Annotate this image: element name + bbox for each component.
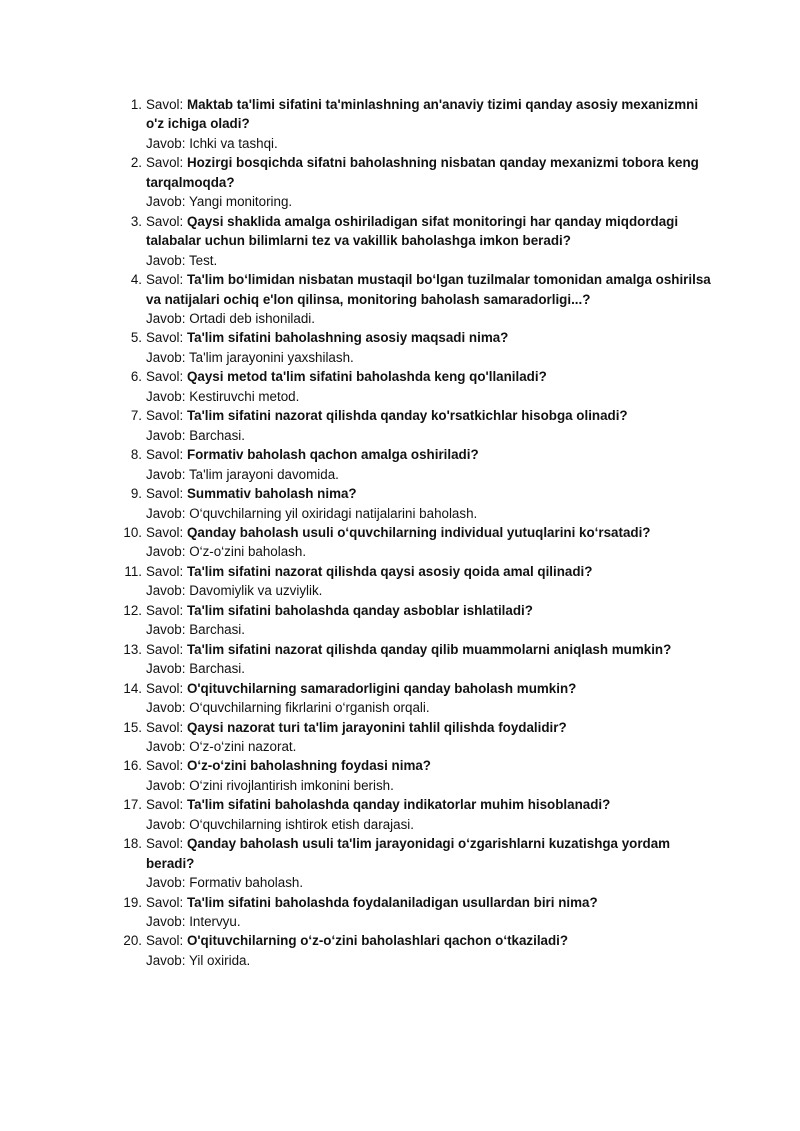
answer-text: O‘z-o‘zini baholash. <box>189 544 307 560</box>
list-item <box>118 95 718 153</box>
answer-text: O‘zini rivojlantirish imkonini berish. <box>189 777 394 793</box>
question-line <box>146 562 718 581</box>
answer-text: Ortadi deb ishoniladi. <box>189 310 315 326</box>
answer-prefix: Javob: <box>146 252 186 268</box>
list-item <box>118 893 718 932</box>
answer-text: Yangi monitoring. <box>188 194 293 210</box>
question-text: Ta'lim sifatini baholashda foydalaniladigan usullardan biri nima? <box>186 894 598 910</box>
answer-prefix: Javob: <box>146 388 186 404</box>
item-number: 3. <box>130 213 142 229</box>
answer-text: Yil oxirida. <box>188 952 251 968</box>
item-number: 11. <box>124 563 142 579</box>
answer-prefix: Javob: <box>146 875 186 891</box>
answer-prefix: Javob: <box>146 816 186 832</box>
answer-line <box>146 951 718 970</box>
item-number: 15. <box>123 719 142 735</box>
question-text: O‘z-o‘zini baholashning foydasi nima? <box>186 758 431 774</box>
item-number: 4. <box>130 272 142 288</box>
list-item <box>118 367 718 406</box>
question-text: Summativ baholash nima? <box>186 486 357 502</box>
question-line <box>146 756 718 775</box>
question-prefix: Savol: <box>146 758 184 774</box>
answer-line <box>146 192 718 211</box>
list-item <box>118 718 718 757</box>
item-number: 18. <box>123 836 142 852</box>
answer-text: Formativ baholash. <box>189 875 304 891</box>
answer-line <box>146 134 718 153</box>
answer-text: Kestiruvchi metod. <box>189 388 300 404</box>
question-text: Qaysi metod ta'lim sifatini baholashda keng qo'llaniladi? <box>186 369 547 385</box>
question-prefix: Savol: <box>146 97 184 112</box>
answer-line <box>146 737 718 756</box>
answer-prefix: Javob: <box>146 738 186 754</box>
answer-text: O‘quvchilarning ishtirok etish darajasi. <box>189 816 414 832</box>
question-prefix: Savol: <box>146 933 184 949</box>
question-line <box>146 834 718 873</box>
list-item <box>118 834 718 892</box>
list-item <box>118 270 718 328</box>
question-line <box>146 212 718 251</box>
item-number: 6. <box>130 369 142 385</box>
item-number: 8. <box>130 447 142 463</box>
question-prefix: Savol: <box>146 447 184 463</box>
answer-prefix: Javob: <box>146 777 186 793</box>
answer-prefix: Javob: <box>146 700 186 716</box>
list-item <box>118 523 718 562</box>
question-text: Ta'lim sifatini nazorat qilishda qanday qilib muammolarni aniqlash mumkin? <box>186 641 672 657</box>
question-line <box>146 795 718 814</box>
list-item <box>118 640 718 679</box>
list-item <box>118 679 718 718</box>
item-number: 5. <box>130 330 142 346</box>
answer-line <box>146 873 718 892</box>
item-number: 13. <box>123 641 142 657</box>
question-prefix: Savol: <box>146 408 184 424</box>
question-line <box>146 640 718 659</box>
question-text: Qanday baholash usuli o‘quvchilarning individual yutuqlarini ko‘rsatadi? <box>186 524 651 540</box>
list-item <box>118 328 718 367</box>
question-text: Hozirgi bosqichda sifatni baholashning nisbatan qanday mexanizmi tobora keng tarqalmoqda? <box>146 155 699 190</box>
question-text: Ta'lim sifatini nazorat qilishda qaysi asosiy qoida amal qilinadi? <box>186 563 593 579</box>
question-line <box>146 153 718 192</box>
question-answer-list <box>118 95 718 970</box>
answer-text: O‘z-o‘zini nazorat. <box>189 738 297 754</box>
question-line <box>146 601 718 620</box>
answer-text: Barchasi. <box>189 622 246 638</box>
question-prefix: Savol: <box>146 369 184 385</box>
list-item <box>118 795 718 834</box>
item-number: 12. <box>123 602 142 618</box>
question-text: Ta'lim sifatini baholashda qanday indikatorlar muhim hisoblanadi? <box>186 797 611 813</box>
question-line <box>146 367 718 386</box>
answer-line <box>146 659 718 678</box>
item-number: 17. <box>123 797 142 813</box>
question-text: Maktab ta'limi sifatini ta'minlashning an'anaviy tizimi qanday asosiy mexanizmni o'z ichiga oladi? <box>146 97 699 132</box>
question-line <box>146 679 718 698</box>
question-prefix: Savol: <box>146 602 184 618</box>
answer-prefix: Javob: <box>146 427 186 443</box>
item-number: 10. <box>123 524 142 540</box>
question-prefix: Savol: <box>146 272 184 288</box>
answer-line <box>146 581 718 600</box>
answer-line <box>146 348 718 367</box>
list-item <box>118 756 718 795</box>
question-line <box>146 484 718 503</box>
question-text: Ta'lim sifatini baholashda qanday asboblar ishlatiladi? <box>186 602 533 618</box>
question-text: Qaysi nazorat turi ta'lim jarayonini tahlil qilishda foydalidir? <box>186 719 567 735</box>
question-prefix: Savol: <box>146 836 184 852</box>
answer-text: Barchasi. <box>189 661 246 677</box>
question-line <box>146 270 718 309</box>
question-text: Ta'lim sifatini nazorat qilishda qanday ko'rsatkichlar hisobga olinadi? <box>186 408 628 424</box>
list-item <box>118 931 718 970</box>
question-text: Ta'lim bo‘limidan nisbatan mustaqil bo‘lgan tuzilmalar tomonidan amalga oshirilsa va natijalari ochiq e'lon qilinsa, monitoring baholash samaradorligi...? <box>146 272 711 307</box>
question-line <box>146 406 718 425</box>
question-text: O'qituvchilarning samaradorligini qanday baholash mumkin? <box>186 680 577 696</box>
item-number: 1. <box>130 97 142 112</box>
answer-line <box>146 387 718 406</box>
answer-prefix: Javob: <box>146 952 186 968</box>
item-number: 16. <box>123 758 142 774</box>
question-line <box>146 893 718 912</box>
answer-text: Barchasi. <box>189 427 246 443</box>
item-number: 20. <box>123 933 142 949</box>
answer-text: Ta'lim jarayonini yaxshilash. <box>188 349 354 365</box>
list-item <box>118 562 718 601</box>
answer-line <box>146 251 718 270</box>
answer-text: O‘quvchilarning fikrlarini o‘rganish orqali. <box>189 700 430 716</box>
list-item <box>118 153 718 211</box>
item-number: 14. <box>123 680 142 696</box>
answer-line <box>146 698 718 717</box>
answer-text: Intervyu. <box>189 914 241 930</box>
answer-line <box>146 309 718 328</box>
list-item <box>118 445 718 484</box>
answer-text: Ichki va tashqi. <box>189 135 278 151</box>
answer-line <box>146 776 718 795</box>
answer-prefix: Javob: <box>146 622 186 638</box>
answer-line <box>146 542 718 561</box>
answer-prefix: Javob: <box>146 349 186 365</box>
list-item <box>118 212 718 270</box>
question-text: Ta'lim sifatini baholashning asosiy maqsadi nima? <box>186 330 509 346</box>
answer-text: Davomiylik va uzviylik. <box>189 583 323 599</box>
answer-prefix: Javob: <box>146 505 186 521</box>
list-item <box>118 601 718 640</box>
question-prefix: Savol: <box>146 680 184 696</box>
item-number: 7. <box>130 408 142 424</box>
answer-prefix: Javob: <box>146 544 186 560</box>
question-prefix: Savol: <box>146 641 184 657</box>
answer-prefix: Javob: <box>146 661 186 677</box>
question-line <box>146 931 718 950</box>
question-prefix: Savol: <box>146 524 184 540</box>
answer-line <box>146 465 718 484</box>
question-line <box>146 95 718 134</box>
answer-line <box>146 815 718 834</box>
answer-prefix: Javob: <box>146 466 186 482</box>
item-number: 19. <box>123 894 142 910</box>
question-text: Qaysi shaklida amalga oshiriladigan sifat monitoringi har qanday miqdordagi talabalar uchun bilimlarni tez va vakillik baholashga imkon beradi? <box>146 213 679 249</box>
question-prefix: Savol: <box>146 797 184 813</box>
list-item <box>118 484 718 523</box>
question-line <box>146 718 718 737</box>
question-prefix: Savol: <box>146 719 184 735</box>
answer-prefix: Javob: <box>146 310 186 326</box>
answer-prefix: Javob: <box>146 135 186 151</box>
question-prefix: Savol: <box>146 155 184 171</box>
question-prefix: Savol: <box>146 563 184 579</box>
answer-prefix: Javob: <box>146 194 186 210</box>
question-line <box>146 445 718 464</box>
question-prefix: Savol: <box>146 486 184 502</box>
item-number: 9. <box>130 486 142 502</box>
answer-line <box>146 504 718 523</box>
answer-prefix: Javob: <box>146 583 186 599</box>
answer-text: Test. <box>188 252 218 268</box>
answer-text: O‘quvchilarning yil oxiridagi natijalarini baholash. <box>189 505 478 521</box>
answer-line <box>146 912 718 931</box>
answer-prefix: Javob: <box>146 914 186 930</box>
answer-line <box>146 620 718 639</box>
question-line <box>146 328 718 347</box>
question-prefix: Savol: <box>146 330 184 346</box>
question-text: O'qituvchilarning o‘z-o‘zini baholashlari qachon o‘tkaziladi? <box>186 933 569 949</box>
question-prefix: Savol: <box>146 213 184 229</box>
answer-line <box>146 426 718 445</box>
question-prefix: Savol: <box>146 894 184 910</box>
answer-text: Ta'lim jarayoni davomida. <box>188 466 339 482</box>
question-text: Formativ baholash qachon amalga oshiriladi? <box>186 447 479 463</box>
item-number: 2. <box>130 155 142 171</box>
question-text: Qanday baholash usuli ta'lim jarayonidagi o‘zgarishlarni kuzatishga yordam beradi? <box>146 836 671 871</box>
question-line <box>146 523 718 542</box>
list-item <box>118 406 718 445</box>
